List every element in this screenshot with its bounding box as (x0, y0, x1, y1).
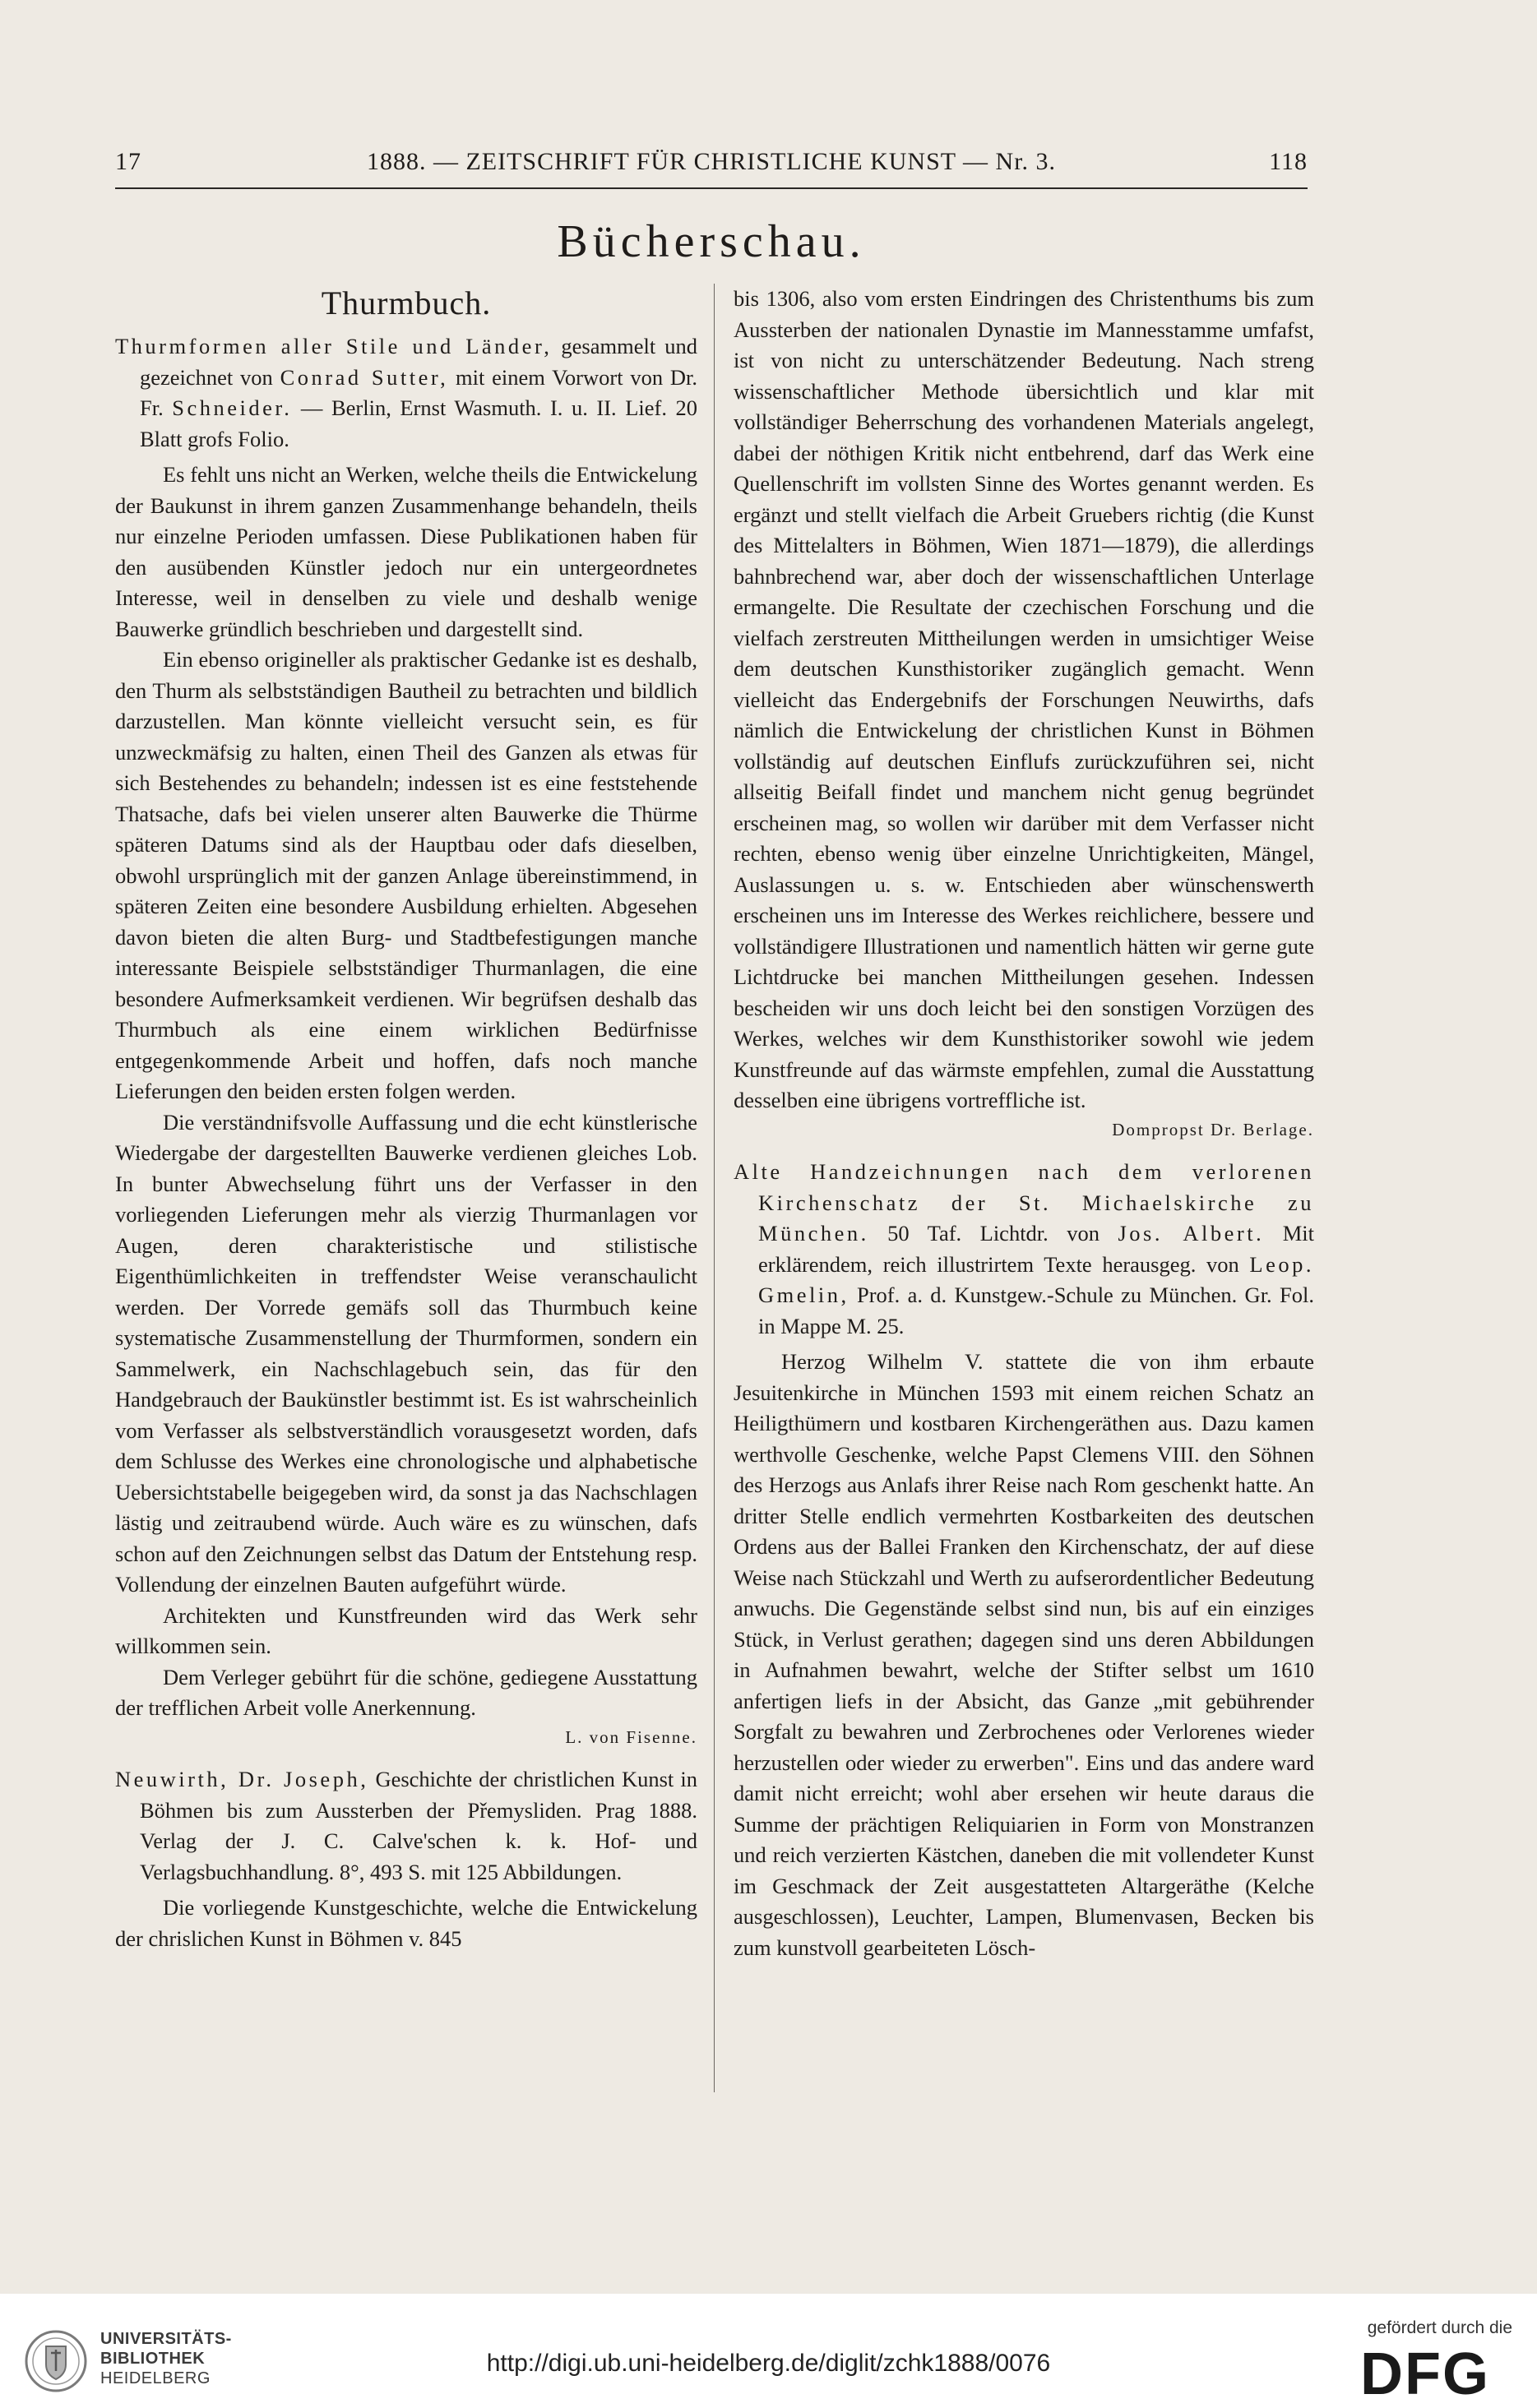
library-line: BIBLIOTHEK (100, 2350, 206, 2368)
funded-by-label: gefördert durch die (1367, 2318, 1512, 2337)
article-title: Thurmbuch. (321, 284, 492, 321)
running-header (115, 141, 1308, 183)
entry-author-spaced: Jos. Albert. (1118, 1221, 1265, 1246)
column-divider (714, 284, 715, 2092)
paragraph: Es fehlt uns nicht an Werken, welche theils die Entwickelung der Baukunst in ihrem ganzen Zusammenhange behandeln, theils nur einzelne Perioden umfassen. Diese Publikationen haben für den ausübenden Künstler jedoch nur ein untergeordnetes Interesse, weil in denselben zu viele und deshalb wenige Bauwerke gründlich beschrieben und dargestellt sind. (115, 462, 697, 641)
section-title: Bücherschau. (557, 216, 866, 267)
entry-text: gesammelt und gezeichnet von (140, 334, 697, 390)
paragraph-continued: bis 1306, also vom ersten Eindringen des Christenthums bis zum Aussterben der nationalen Dynastie im Mannesstamme umfafst, ist von nicht zu unterschätzender Bedeutung. Nach streng wissenschaftlicher Methode übersichtlich und klar mit vollständiger Beherrschung des vorhandenen Materials angelegt, dabei der nöthigen Kritik nicht entbehrend, darf das Werk eine Quellenschrift im vollsten Sinne des Wortes genannt werden. Es ergänzt und stellt vielfach die Arbeit Gruebers richtig (die Kunst des Mittelalters in Böhmen, Wien 1871—1879), die allerdings bahnbrechend war, aber doch der wissenschaftlichen Unterlage ermangelte. Die Resultate der czechischen Forschung und die vielfach zerstreuten Mittheilungen werden in umsichtiger Weise dem deutschen Kunsthistoriker zugänglich gemacht. Wenn vielleicht das Endergebnifs der Forschungen Neuwirths, dafs nämlich die Entwickelung der christlichen Kunst in Böhmen vollständig auf deutschen Einflufs zurückzuführen sei, nicht allseitig Beifall findet und manchem nicht genug begründet erscheinen mag, so wollen wir darüber mit dem Verfasser nicht rechten, ebenso wenig über einzelne Unrichtigkeiten, Mängel, Auslassungen u. s. w. Entschieden aber wünschenswerth erscheinen uns im Interesse des Werkes reichlichere, bessere und vollständigere Illustrationen und namentlich hätten wir gerne gute Lichtdrucke bei manchen Mittheilungen gesehen. Indessen bescheiden wir uns doch leicht bei den sonstigen Vorzügen des Werkes, welches wir dem Kunsthistoriker sowohl wie jedem Kunstfreunde auf das wärmste empfehlen, zumal die Ausstattung desselben eine übrigens vortreffliche ist. (734, 286, 1314, 1112)
entry-author-spaced: Neuwirth, Dr. Joseph, (115, 1767, 369, 1791)
entry-author-spaced: Conrad Sutter, (280, 364, 449, 390)
dfg-logo (1360, 2348, 1512, 2397)
entry-title-spaced: Alte Handzeichnungen nach dem verlorenen Kirchenschatz der St. Michaelskirche zu München. (734, 1159, 1314, 1246)
bibliographic-entry-handzeichnungen (734, 1157, 1314, 1342)
entry-text: — Berlin, Ernst Wasmuth. I. u. II. Lief. 20 Blatt grofs Folio. (140, 395, 697, 451)
paragraph: Die verständnifsvolle Auffassung und die echt künstlerische Wiedergabe der dargestellten Bauwerke verdienen gleiches Lob. In bunter Abwechselung führt uns der Verfasser in den vorliegenden Lieferungen mehr als vierzig Thurmanlagen vor Augen, deren charakteristische und stilistische Eigenthümlichkeiten in treffendster Weise veranschaulicht werden. Der Vorrede gemäfs soll das Thurmbuch keine systematische Zusammenstellung der Thurmformen, sondern ein Sammelwerk, ein Nachschlagebuch sein, das für den Handgebrauch der Baukünstler bestimmt ist. Es ist wahrscheinlich vom Verfasser als selbstverständlich vorausgesetzt worden, dafs dem Schlusse des Werkes eine chronologische und alphabetische Uebersichtstabelle beigegeben wird, da sonst ja das Nachschlagen lästig und zeitraubend würde. Auch wäre es zu wünschen, dafs schon auf den Zeichnungen selbst das Datum der Entstehung resp. Vollendung der einzelnen Bauten aufgeführt würde. (115, 1109, 697, 1597)
entry-preface-author-spaced: Schneider. (172, 395, 293, 420)
entry-text: 50 Taf. Lichtdr. von (868, 1221, 1118, 1246)
permalink-url[interactable]: http://digi.ub.uni-heidelberg.de/diglit/zchk1888/0076 (486, 2350, 1051, 2377)
paragraph: Ein ebenso origineller als praktischer Gedanke ist es deshalb, den Thurm als selbstständigen Bautheil zu betrachten und bildlich darzustellen. Man könnte vielleicht versucht sein, es für unzweckmäfsig zu halten, einen Theil des Ganzen als etwas für sich Bestehendes zu behandeln; indessen ist es eine feststehende Thatsache, dafs bei vielen unserer alten Bauwerke die Thürme späteren Datums sind als der Hauptbau oder dafs dieselben, obwohl ursprünglich mit der ganzen Anlage übereinstimmend, in späteren Zeiten eine besondere Ausbildung erhielten. Abgesehen davon bieten die alten Burg- und Stadtbefestigungen manche interessante Beispiele selbstständiger Thurmanlagen, die eine besondere Aufmerksamkeit verdienen. Wir begrüfsen deshalb das Thurmbuch als eine einem wirklichen Bedürfnisse entgegenkommende Arbeit und hoffen, dafs noch manche Lieferungen den beiden ersten folgen werden. (115, 647, 697, 1103)
signature-berlage: Dompropst Dr. Berlage. (1112, 1119, 1314, 1139)
header-journal-title: 1888. — ZEITSCHRIFT FÜR CHRISTLICHE KUNST — Nr. 3. (366, 148, 1057, 175)
entry-text: mit einem Vorwort von Dr. Fr. (140, 364, 697, 420)
entry-editor-spaced: Leop. Gmelin, (758, 1251, 1314, 1307)
signature-fisenne: L. von Fisenne. (565, 1726, 697, 1747)
header-right-page-number: 118 (1269, 148, 1308, 175)
paragraph: Architekten und Kunstfreunden wird das Werk sehr willkommen sein. (115, 1602, 697, 1658)
bibliographic-entry-thurmbuch (115, 331, 697, 455)
bibliographic-entry-neuwirth (115, 1764, 697, 1888)
header-rule (115, 187, 1308, 189)
library-line: HEIDELBERG (100, 2369, 211, 2387)
right-column (734, 284, 1314, 1963)
paragraph: Die vorliegende Kunstgeschichte, welche die Entwickelung der chrislichen Kunst in Böhmen v. 845 (115, 1895, 697, 1951)
header-left-page-number: 17 (115, 148, 141, 175)
library-line: UNIVERSITÄTS- (100, 2330, 232, 2348)
paragraph: Herzog Wilhelm V. stattete die von ihm erbaute Jesuitenkirche in München 1593 mit einem reichen Schatz an Heiligthümern und kostbaren Kirchengeräthen aus. Dazu kamen werthvolle Geschenke, welche Papst Clemens VIII. den Söhnen des Herzogs aus Anlafs ihrer Reise nach Rom geschenkt hatte. An dritter Stelle endlich vermehrten Kostbarkeiten des deutschen Ordens aus der Ballei Franken den Kirchenschatz, der auf diese Weise nach Stückzahl und Werth zu aufserordentlicher Bedeutung anwuchs. Die Gegenstände selbst sind nun, bis auf ein einziges Stück, in Verlust gerathen; dagegen sind uns deren Abbildungen in Aufnahmen bewahrt, welche der Stifter selbst um 1610 anfertigen liefs in der Absicht, das Ganze „mit gebührender Sorgfalt zu bewahren und Zerbrochenes oder Verlorenes wieder herzustellen oder wieder zu erwerben". Eins und das andere ward damit nicht erreicht; wohl aber ersehen wir heute daraus die Summe der prächtigen Reliquiarien in Form von Monstranzen und reich verzierten Kästchen, daneben die mit vollendeter Kunst im Geschmack der Zeit ausgestatteten Altargeräthe (Kelche ausgeschlossen), Leuchter, Lampen, Blumenvasen, Becken bis zum kunstvoll gearbeiteten Lösch- (734, 1349, 1314, 1960)
entry-text: Prof. a. d. Kunstgew.-Schule zu München. Gr. Fol. in Mappe M. 25. (758, 1283, 1314, 1338)
svg-text:DFG: DFG (1360, 2348, 1490, 2397)
entry-text: Geschichte der christlichen Kunst in Böhmen bis zum Aussterben der Přemysliden. Prag 1888. Verlag der J. C. Calve'schen k. k. Hof- und Verlagsbuchhandlung. 8°, 493 S. mit 125 Abbildungen. (140, 1767, 697, 1884)
paragraph: Dem Verleger gebührt für die schöne, gediegene Ausstattung der trefflichen Arbeit volle Anerkennung. (115, 1664, 697, 1720)
left-column (115, 284, 697, 1954)
entry-title-spaced: Thurmformen aller Stile und Länder, (115, 334, 553, 358)
entry-text: Mit erklärendem, reich illustrirtem Texte herausgeg. von (758, 1221, 1314, 1277)
